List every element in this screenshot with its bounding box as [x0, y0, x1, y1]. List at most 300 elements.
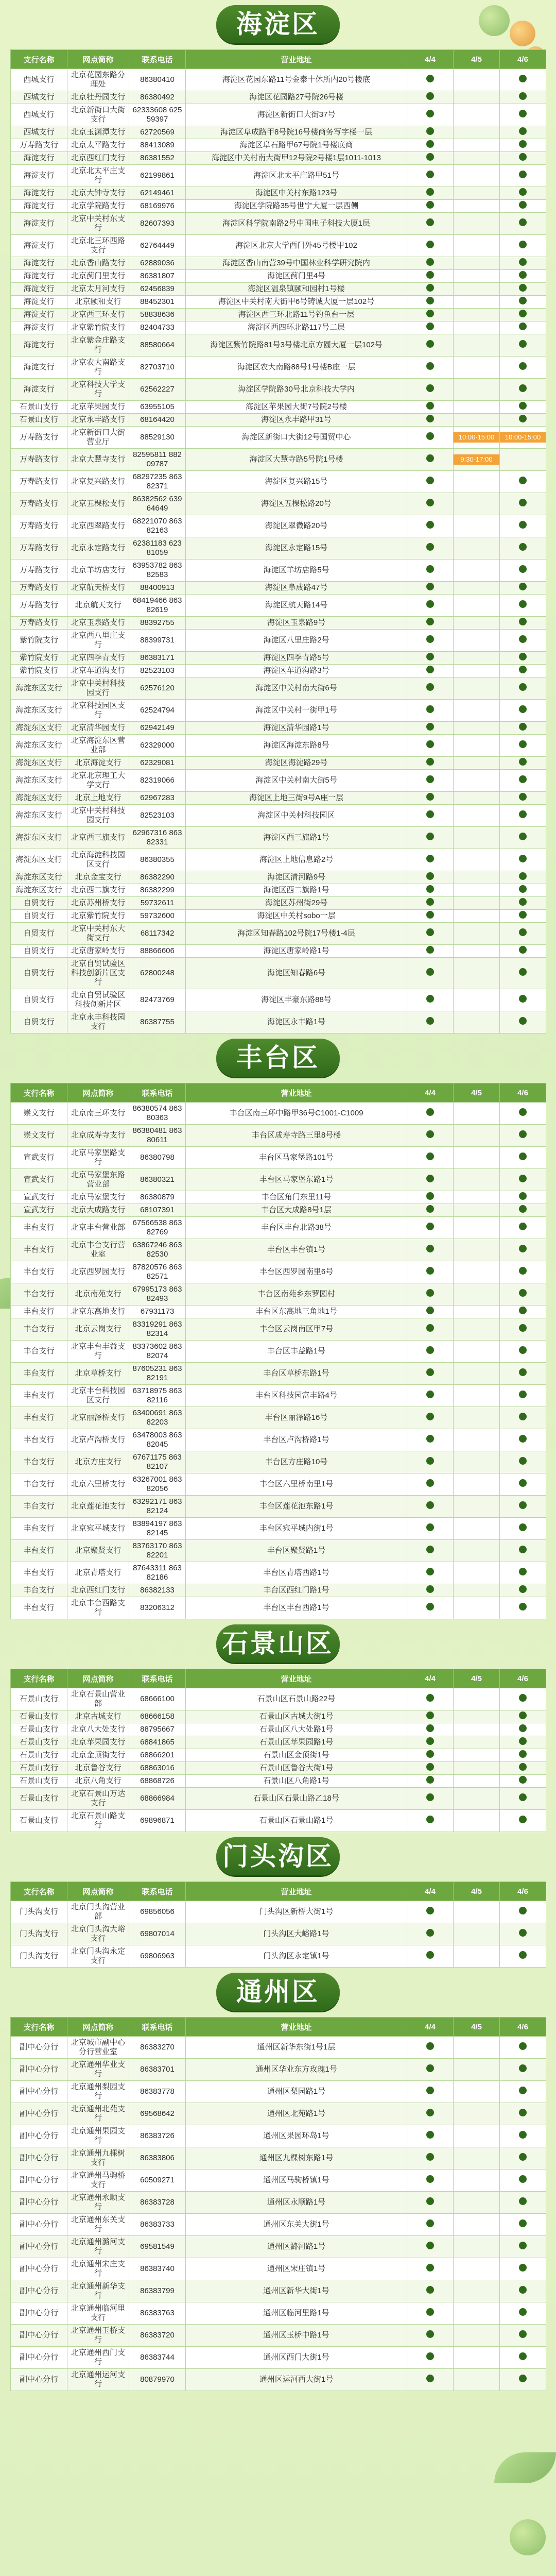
- branch-name-cell: 副中心分行: [11, 2302, 67, 2325]
- open-dot-icon: [426, 1192, 434, 1200]
- open-status-cell: [454, 1239, 500, 1261]
- table-header-cell: 4/6: [500, 2018, 546, 2037]
- outlet-name-cell: 北京科技园区支行: [67, 700, 129, 722]
- phone-cell: 63292171 86382124: [129, 1496, 186, 1518]
- outlet-name-cell: 北京海淀支行: [67, 757, 129, 770]
- open-status-cell: [454, 2147, 500, 2170]
- open-status-cell: [407, 2037, 454, 2059]
- open-status-cell: [454, 665, 500, 677]
- table-row: [11, 1749, 546, 1762]
- open-status-cell: [407, 652, 454, 665]
- open-dot-icon: [519, 1267, 527, 1275]
- table-row: [11, 2059, 546, 2081]
- address-cell: 海淀区四季青路5号: [186, 652, 407, 665]
- branch-name-cell: 西城支行: [11, 91, 67, 104]
- open-status-cell: [500, 757, 546, 770]
- open-dot-icon: [519, 1568, 527, 1575]
- outlet-name-cell: 北京通州运河支行: [67, 2369, 129, 2391]
- open-status-cell: [500, 1341, 546, 1363]
- outlet-name-cell: 北京永丰路支行: [67, 414, 129, 427]
- branch-name-cell: 丰台支行: [11, 1341, 67, 1363]
- open-dot-icon: [426, 454, 434, 462]
- district-title: 丰台区: [216, 1039, 340, 1077]
- table-header-cell: 4/6: [500, 1083, 546, 1103]
- open-status-cell: [407, 1540, 454, 1562]
- phone-cell: 62800248: [129, 958, 186, 989]
- open-dot-icon: [519, 872, 527, 880]
- address-cell: 通州区玉桥中路1号: [186, 2325, 407, 2347]
- outlet-name-cell: 北京丰台营业部: [67, 1217, 129, 1239]
- open-status-cell: [454, 427, 500, 449]
- table-row: [11, 1710, 546, 1723]
- open-status-cell: [454, 1540, 500, 1562]
- open-status-cell: [407, 582, 454, 595]
- open-status-cell: [500, 152, 546, 165]
- open-dot-icon: [519, 1585, 527, 1593]
- open-status-cell: [500, 414, 546, 427]
- open-status-cell: [407, 334, 454, 357]
- phone-cell: 67671175 86382107: [129, 1451, 186, 1473]
- open-dot-icon: [519, 1108, 527, 1116]
- phone-cell: 62149461: [129, 187, 186, 200]
- open-dot-icon: [519, 153, 527, 161]
- open-status-cell: [500, 989, 546, 1011]
- address-cell: 海淀区花园东路11号金泰十休所内20号楼底: [186, 69, 407, 91]
- table-row: [11, 334, 546, 357]
- address-cell: 通州区北苑路1号: [186, 2103, 407, 2125]
- open-status-cell: [407, 1318, 454, 1341]
- address-cell: 海淀区中关村一街甲1号: [186, 700, 407, 722]
- branch-name-cell: 海淀东区支行: [11, 827, 67, 849]
- open-status-cell: [500, 1540, 546, 1562]
- address-cell: 海淀区航天路14号: [186, 595, 407, 617]
- branch-name-cell: 海淀东区支行: [11, 757, 67, 770]
- open-dot-icon: [519, 635, 527, 643]
- open-status-cell: [407, 187, 454, 200]
- open-status-cell: [454, 805, 500, 827]
- open-status-cell: [407, 700, 454, 722]
- address-cell: 海淀区清河路9号: [186, 871, 407, 884]
- open-status-cell: [500, 792, 546, 805]
- branch-name-cell: 石景山支行: [11, 1775, 67, 1788]
- open-status-cell: [407, 2192, 454, 2214]
- open-dot-icon: [519, 2242, 527, 2249]
- table-row: [11, 1584, 546, 1597]
- phone-cell: 86387755: [129, 1011, 186, 1033]
- branch-name-cell: 海淀支行: [11, 270, 67, 283]
- open-dot-icon: [519, 583, 527, 590]
- branch-name-cell: 门头沟支行: [11, 1945, 67, 1968]
- open-status-cell: [500, 1518, 546, 1540]
- open-status-cell: [407, 1125, 454, 1147]
- address-cell: 通州区新华东街1号1层: [186, 2037, 407, 2059]
- open-dot-icon: [426, 258, 434, 266]
- open-dot-icon: [519, 499, 527, 506]
- open-dot-icon: [519, 110, 527, 117]
- table-row: [11, 257, 546, 270]
- decor-leaf: [494, 2452, 556, 2483]
- outlet-name-cell: 北京通州北苑支行: [67, 2103, 129, 2125]
- open-status-cell: [500, 1363, 546, 1385]
- table-row: [11, 1496, 546, 1518]
- outlet-name-cell: 北京北三环西路支行: [67, 235, 129, 257]
- open-dot-icon: [426, 1546, 434, 1553]
- open-status-cell: [500, 165, 546, 187]
- open-status-cell: [407, 91, 454, 104]
- open-status-cell: [407, 1429, 454, 1451]
- open-dot-icon: [519, 415, 527, 422]
- open-status-cell: [500, 104, 546, 126]
- open-dot-icon: [426, 968, 434, 976]
- phone-cell: 62329081: [129, 757, 186, 770]
- open-status-cell: [500, 700, 546, 722]
- address-cell: 丰台区角门东里11号: [186, 1191, 407, 1204]
- branch-name-cell: 海淀东区支行: [11, 722, 67, 735]
- open-status-cell: [407, 945, 454, 958]
- open-dot-icon: [519, 402, 527, 410]
- open-dot-icon: [519, 271, 527, 279]
- phone-cell: 68169976: [129, 200, 186, 213]
- address-cell: 海淀区香山南营39号中国林业科学研究院内: [186, 257, 407, 270]
- open-status-cell: [500, 235, 546, 257]
- open-dot-icon: [426, 241, 434, 248]
- address-cell: 门头沟区大峪路1号: [186, 1923, 407, 1945]
- table-header-cell: 支行名称: [11, 1083, 67, 1103]
- address-cell: 通州区梨园路1号: [186, 2081, 407, 2103]
- outlet-name-cell: 北京中关村科技园支行: [67, 677, 129, 700]
- open-status-cell: [500, 334, 546, 357]
- table-header-cell: 营业地址: [186, 1882, 407, 1901]
- outlet-name-cell: 北京门头沟永定支行: [67, 1945, 129, 1968]
- open-status-cell: [407, 1584, 454, 1597]
- table-row: [11, 1518, 546, 1540]
- table-header-cell: 网点简称: [67, 1882, 129, 1901]
- table-header-cell: 4/4: [407, 1083, 454, 1103]
- outlet-name-cell: 北京苹果园支行: [67, 401, 129, 414]
- phone-cell: 86383270: [129, 2037, 186, 2059]
- branch-name-cell: 海淀支行: [11, 357, 67, 379]
- address-cell: 丰台区宛平城内街1号: [186, 1518, 407, 1540]
- open-status-cell: [454, 1125, 500, 1147]
- outlet-name-cell: 北京太月河支行: [67, 283, 129, 296]
- address-cell: 海淀区永定路15号: [186, 537, 407, 560]
- open-status-cell: [407, 1749, 454, 1762]
- open-status-cell: [407, 1306, 454, 1318]
- table-row: [11, 897, 546, 910]
- outlet-name-cell: 北京宛平城支行: [67, 1518, 129, 1540]
- address-cell: 海淀区中关村南大街5号: [186, 770, 407, 792]
- outlet-name-cell: 北京航天支行: [67, 595, 129, 617]
- open-status-cell: [500, 1584, 546, 1597]
- table-row: [11, 1923, 546, 1945]
- address-cell: 海淀区海淀路29号: [186, 757, 407, 770]
- table-row: [11, 1407, 546, 1429]
- open-status-cell: [500, 2347, 546, 2369]
- open-dot-icon: [519, 384, 527, 392]
- phone-cell: 86383806: [129, 2147, 186, 2170]
- open-status-cell: [454, 1385, 500, 1407]
- outlet-name-cell: 北京青塔支行: [67, 1562, 129, 1584]
- table-header-cell: 网点简称: [67, 1669, 129, 1688]
- table-row: [11, 1736, 546, 1749]
- open-status-cell: [454, 1710, 500, 1723]
- open-status-cell: [407, 1261, 454, 1283]
- address-cell: 丰台区丰台镇1号: [186, 1239, 407, 1261]
- phone-cell: 68297235 86382371: [129, 471, 186, 493]
- open-status-cell: [407, 493, 454, 515]
- table-row: [11, 1562, 546, 1584]
- open-status-cell: [407, 923, 454, 945]
- open-status-cell: [500, 677, 546, 700]
- open-dot-icon: [519, 793, 527, 801]
- outlet-name-cell: 北京紫竹院支行: [67, 321, 129, 334]
- open-dot-icon: [519, 928, 527, 936]
- outlet-name-cell: 北京西红门支行: [67, 152, 129, 165]
- open-status-cell: [454, 401, 500, 414]
- branch-name-cell: 丰台支行: [11, 1283, 67, 1306]
- branch-name-cell: 副中心分行: [11, 2280, 67, 2302]
- table-row: [11, 1011, 546, 1033]
- outlet-name-cell: 北京通州九棵树支行: [67, 2147, 129, 2170]
- branch-name-cell: 副中心分行: [11, 2147, 67, 2170]
- open-status-cell: [500, 1749, 546, 1762]
- address-cell: 通州区新华大街1号: [186, 2280, 407, 2302]
- open-status-cell: [407, 427, 454, 449]
- phone-cell: 88400913: [129, 582, 186, 595]
- open-dot-icon: [426, 140, 434, 148]
- branch-name-cell: 副中心分行: [11, 2369, 67, 2391]
- outlet-name-cell: 北京花园东路分理处: [67, 69, 129, 91]
- open-status-cell: [454, 471, 500, 493]
- open-dot-icon: [426, 1368, 434, 1376]
- table-row: [11, 989, 546, 1011]
- open-status-cell: [407, 735, 454, 757]
- open-status-cell: [500, 827, 546, 849]
- open-status-cell: [454, 849, 500, 871]
- table-row: [11, 1473, 546, 1496]
- table-row: [11, 1204, 546, 1217]
- open-dot-icon: [426, 201, 434, 209]
- table-row: [11, 200, 546, 213]
- phone-cell: 86380481 86380611: [129, 1125, 186, 1147]
- table-row: [11, 770, 546, 792]
- open-dot-icon: [519, 284, 527, 292]
- open-status-cell: [407, 792, 454, 805]
- outlet-name-cell: 北京科技大学支行: [67, 379, 129, 401]
- open-dot-icon: [426, 521, 434, 529]
- address-cell: 石景山区八角路1号: [186, 1775, 407, 1788]
- branch-name-cell: 丰台支行: [11, 1429, 67, 1451]
- outlet-name-cell: 北京北太平庄支行: [67, 165, 129, 187]
- open-dot-icon: [519, 2264, 527, 2272]
- open-status-cell: [454, 722, 500, 735]
- open-status-cell: [454, 309, 500, 321]
- table-row: [11, 1169, 546, 1191]
- open-dot-icon: [426, 271, 434, 279]
- branch-name-cell: 宣武支行: [11, 1147, 67, 1169]
- open-status-cell: [454, 1103, 500, 1125]
- open-dot-icon: [426, 218, 434, 226]
- branch-name-cell: 宣武支行: [11, 1191, 67, 1204]
- table-header-cell: 4/4: [407, 50, 454, 69]
- open-status-cell: [407, 1710, 454, 1723]
- table-row: [11, 283, 546, 296]
- open-status-cell: [407, 379, 454, 401]
- table-row: [11, 1788, 546, 1810]
- open-status-cell: [500, 652, 546, 665]
- outlet-name-cell: 北京丽泽桥支行: [67, 1407, 129, 1429]
- open-dot-icon: [426, 705, 434, 713]
- open-dot-icon: [519, 2219, 527, 2227]
- open-status-cell: [500, 595, 546, 617]
- table-row: [11, 152, 546, 165]
- open-dot-icon: [519, 995, 527, 1003]
- district-title: 海淀区: [216, 5, 340, 43]
- table-header-cell: 营业地址: [186, 1669, 407, 1688]
- open-status-cell: [500, 2192, 546, 2214]
- outlet-name-cell: 北京石景山路支行: [67, 1810, 129, 1832]
- open-status-cell: [500, 257, 546, 270]
- branch-name-cell: 丰台支行: [11, 1239, 67, 1261]
- open-dot-icon: [426, 543, 434, 551]
- open-status-cell: [500, 910, 546, 923]
- open-status-cell: [454, 1762, 500, 1775]
- table-row: [11, 1901, 546, 1923]
- table-row: [11, 270, 546, 283]
- table-row: [11, 595, 546, 617]
- open-status-cell: [500, 2214, 546, 2236]
- open-dot-icon: [519, 362, 527, 370]
- outlet-name-cell: 北京通州果园支行: [67, 2125, 129, 2147]
- open-status-cell: [407, 401, 454, 414]
- outlet-name-cell: 北京马家堡支行: [67, 1191, 129, 1204]
- open-status-cell: [454, 1363, 500, 1385]
- open-dot-icon: [519, 968, 527, 976]
- phone-cell: 60509271: [129, 2170, 186, 2192]
- open-status-cell: [454, 2302, 500, 2325]
- phone-cell: 63953782 86382583: [129, 560, 186, 582]
- open-status-cell: [500, 923, 546, 945]
- address-cell: 海淀区清华园路1号: [186, 722, 407, 735]
- open-status-cell: [500, 897, 546, 910]
- open-dot-icon: [426, 2330, 434, 2338]
- branch-name-cell: 西城支行: [11, 69, 67, 91]
- open-status-cell: [407, 2081, 454, 2103]
- branch-name-cell: 海淀东区支行: [11, 770, 67, 792]
- open-dot-icon: [426, 1223, 434, 1230]
- open-status-cell: [407, 471, 454, 493]
- open-status-cell: [500, 1385, 546, 1407]
- address-cell: 海淀区中关村南大街甲12号院2号楼1层1011-1013: [186, 152, 407, 165]
- outlet-name-cell: 北京聚贤支行: [67, 1540, 129, 1562]
- phone-cell: 63867246 86382530: [129, 1239, 186, 1261]
- open-dot-icon: [426, 683, 434, 691]
- open-status-cell: [500, 1239, 546, 1261]
- branch-name-cell: 海淀支行: [11, 152, 67, 165]
- open-status-cell: [454, 2192, 500, 2214]
- open-status-cell: [407, 1562, 454, 1584]
- branch-name-cell: 副中心分行: [11, 2059, 67, 2081]
- address-cell: 石景山区金顶街1号: [186, 1749, 407, 1762]
- phone-cell: 86381552: [129, 152, 186, 165]
- outlet-name-cell: 北京南苑支行: [67, 1283, 129, 1306]
- address-cell: 丰台区聚贤路1号: [186, 1540, 407, 1562]
- table-row: [11, 945, 546, 958]
- branch-table: [10, 49, 546, 1033]
- open-status-cell: [407, 630, 454, 652]
- branch-name-cell: 海淀支行: [11, 309, 67, 321]
- table-header-cell: 4/6: [500, 1882, 546, 1901]
- outlet-name-cell: 北京中关村科技园支行: [67, 805, 129, 827]
- open-status-cell: [454, 958, 500, 989]
- open-status-cell: [500, 126, 546, 139]
- open-dot-icon: [426, 1737, 434, 1745]
- open-status-cell: [454, 1688, 500, 1710]
- open-dot-icon: [426, 872, 434, 880]
- branch-name-cell: 丰台支行: [11, 1451, 67, 1473]
- open-dot-icon: [426, 1435, 434, 1443]
- open-status-cell: [407, 2347, 454, 2369]
- table-header-cell: 营业地址: [186, 2018, 407, 2037]
- table-row: [11, 1318, 546, 1341]
- open-status-cell: [454, 735, 500, 757]
- table-row: [11, 213, 546, 235]
- outlet-name-cell: 北京香山路支行: [67, 257, 129, 270]
- open-status-cell: [454, 2059, 500, 2081]
- open-status-cell: [407, 1688, 454, 1710]
- district-section: [10, 0, 546, 1033]
- phone-cell: 68221070 86382163: [129, 515, 186, 537]
- open-status-cell: [500, 139, 546, 152]
- address-cell: 海淀区新街口大街37号: [186, 104, 407, 126]
- phone-cell: 63400691 86382203: [129, 1407, 186, 1429]
- open-status-cell: [407, 1204, 454, 1217]
- district-banner-wrap: [10, 1033, 546, 1083]
- open-status-cell: [407, 1341, 454, 1363]
- open-dot-icon: [426, 995, 434, 1003]
- open-dot-icon: [519, 666, 527, 673]
- phone-cell: 86383720: [129, 2325, 186, 2347]
- open-status-cell: [407, 2103, 454, 2125]
- open-dot-icon: [519, 171, 527, 178]
- open-dot-icon: [426, 1907, 434, 1914]
- open-dot-icon: [519, 1776, 527, 1784]
- address-cell: 丰台区六里桥南里1号: [186, 1473, 407, 1496]
- phone-cell: 88529130: [129, 427, 186, 449]
- open-dot-icon: [519, 775, 527, 783]
- special-hours-badge: 9:30-17:00: [454, 454, 499, 465]
- open-dot-icon: [426, 793, 434, 801]
- table-header-cell: 4/6: [500, 50, 546, 69]
- open-dot-icon: [426, 1694, 434, 1702]
- branch-name-cell: 石景山支行: [11, 1762, 67, 1775]
- branch-name-cell: 丰台支行: [11, 1318, 67, 1341]
- phone-cell: 62329000: [129, 735, 186, 757]
- table-row: [11, 630, 546, 652]
- branch-name-cell: 石景山支行: [11, 1688, 67, 1710]
- address-cell: 海淀区苹果园大街7号院2号楼: [186, 401, 407, 414]
- open-dot-icon: [426, 1929, 434, 1937]
- open-status-cell: [407, 770, 454, 792]
- table-row: [11, 2103, 546, 2125]
- open-status-cell: [454, 945, 500, 958]
- branch-name-cell: 石景山支行: [11, 1810, 67, 1832]
- open-dot-icon: [519, 1737, 527, 1745]
- address-cell: 海淀区紫竹院路81号3号楼北京方圆大厦一层102号: [186, 334, 407, 357]
- address-cell: 海淀区五棵松路20号: [186, 493, 407, 515]
- district-title: 石景山区: [216, 1624, 340, 1663]
- open-dot-icon: [426, 415, 434, 422]
